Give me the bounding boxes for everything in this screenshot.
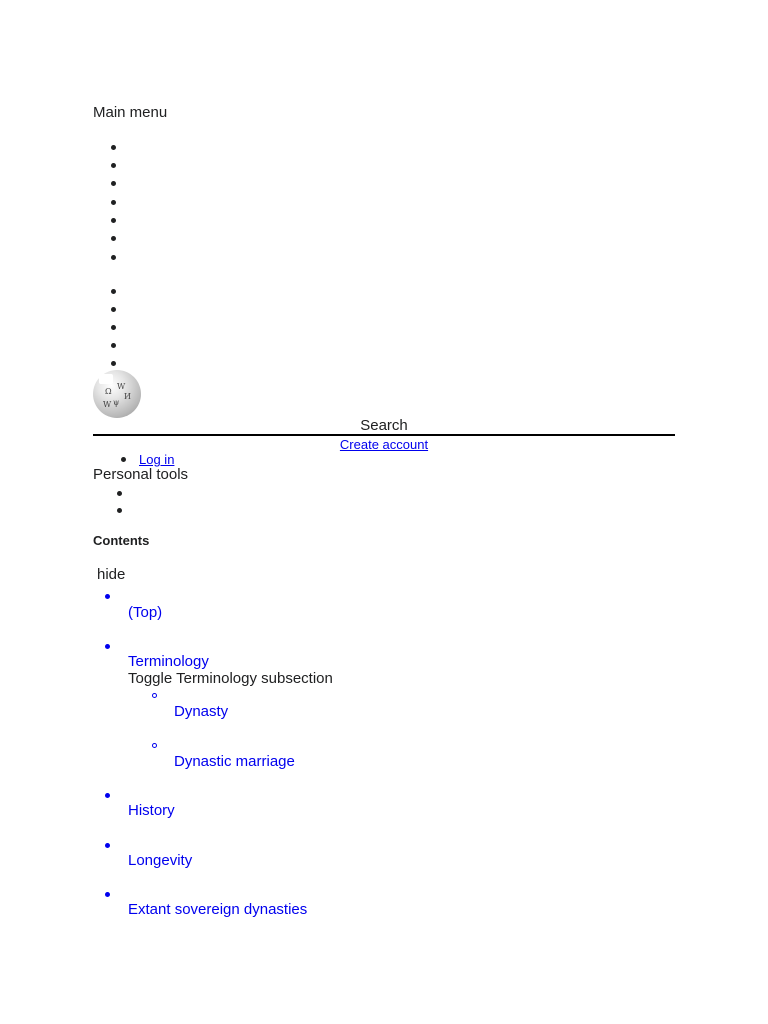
search-label[interactable]: Search <box>360 417 408 434</box>
toc-bullet <box>105 594 110 599</box>
toc-item-dynasty[interactable]: Dynasty <box>174 703 229 720</box>
main-menu-bullet <box>111 361 116 366</box>
logo-glyph: W <box>117 382 126 391</box>
logo-gap <box>99 374 113 384</box>
main-menu-bullet <box>111 255 116 260</box>
main-menu-bullet <box>111 181 116 186</box>
toc-bullet <box>105 892 110 897</box>
wikipedia-logo[interactable] <box>93 370 141 418</box>
main-menu-bullet <box>111 289 116 294</box>
logo-glyph: И <box>124 392 131 401</box>
create-account-link[interactable]: Create account <box>339 437 429 452</box>
personal-tools-bullet <box>117 508 122 513</box>
main-menu-bullet <box>111 218 116 223</box>
logo-glyph: W <box>103 400 112 409</box>
toc-item-history[interactable]: History <box>128 802 175 819</box>
personal-tools-title[interactable]: Personal tools <box>93 466 189 483</box>
toc-bullet <box>105 843 110 848</box>
main-menu-bullet <box>111 307 116 312</box>
toc-subbullet <box>152 693 157 698</box>
toggle-terminology-subsection[interactable]: Toggle Terminology subsection <box>128 670 333 687</box>
main-menu-bullet <box>111 236 116 241</box>
main-menu-bullet <box>111 325 116 330</box>
personal-tools-bullet <box>117 491 122 496</box>
main-menu-bullet <box>111 343 116 348</box>
login-bullet <box>121 457 126 462</box>
toc-item-dynastic-marriage[interactable]: Dynastic marriage <box>174 753 295 770</box>
main-menu-title[interactable]: Main menu <box>93 104 168 121</box>
toc-item-longevity[interactable]: Longevity <box>128 852 193 869</box>
toc-subbullet <box>152 743 157 748</box>
toc-item-top[interactable]: (Top) <box>128 604 163 621</box>
logo-glyph: ψ <box>113 398 120 407</box>
toc-title: Contents <box>93 533 150 548</box>
main-menu-bullet <box>111 145 116 150</box>
login-link[interactable]: Log in <box>139 452 175 467</box>
main-menu-bullet <box>111 200 116 205</box>
toc-bullet <box>105 793 110 798</box>
main-menu-bullet <box>111 163 116 168</box>
logo-glyph: Ω <box>105 387 112 396</box>
toc-item-extant-sovereign-dynasties[interactable]: Extant sovereign dynasties <box>128 901 308 918</box>
toc-hide-button[interactable]: hide <box>97 566 126 583</box>
toc-item-terminology[interactable]: Terminology <box>128 653 209 670</box>
toc-bullet <box>105 644 110 649</box>
